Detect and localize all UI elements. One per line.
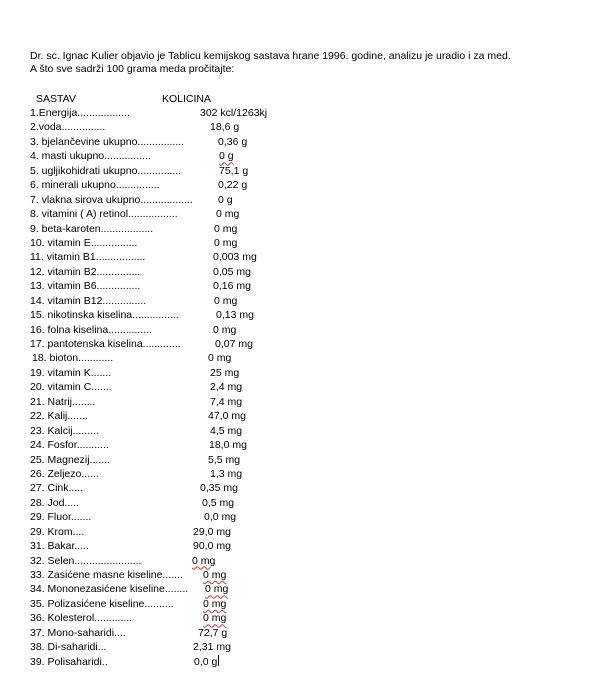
row-name: 38. Di-saharidi... xyxy=(30,641,107,654)
row-name: 9. beta-karoten.................. xyxy=(30,222,154,235)
row-name: 29. Fluor....... xyxy=(30,511,92,524)
row-value: 7,4 mg xyxy=(210,395,243,408)
row-value: 0,0 mg xyxy=(204,511,237,524)
row-name: 10. vitamin E................ xyxy=(30,236,138,249)
table-row xyxy=(30,467,590,481)
table-row xyxy=(30,525,590,539)
row-value: 0 mg xyxy=(208,352,232,365)
intro-line-2: A što sve sadrži 100 grama meda pročitajte: xyxy=(30,63,235,75)
row-value: 0,0 g xyxy=(194,655,218,668)
table-row xyxy=(30,582,590,596)
row-value: 0,22 g xyxy=(218,179,248,192)
row-name: 25. Magnezij....... xyxy=(30,453,110,466)
table-row xyxy=(30,207,590,221)
table-row xyxy=(30,510,590,524)
row-value: 0 mg xyxy=(192,554,216,567)
row-name: 26. Zeljezo...... xyxy=(30,467,99,480)
row-value: 0,07 mg xyxy=(215,338,253,350)
table-row xyxy=(30,149,590,163)
intro-line-1: Dr. sc. Ignac Kulier objavio je Tablicu kemijskog sastava hrane 1996. godine, analizu je uradio i za med. xyxy=(30,50,511,62)
table-row xyxy=(30,597,590,611)
table-row xyxy=(30,481,590,495)
row-name: 17. pantotenska kiselina............. xyxy=(30,338,181,350)
row-name: 11. vitamin B1................. xyxy=(30,251,146,264)
table-row xyxy=(30,308,590,322)
row-value: 0,36 g xyxy=(218,135,248,148)
table-row xyxy=(30,236,590,250)
row-value: 0 g xyxy=(219,150,234,163)
row-value: 0 mg xyxy=(216,208,240,221)
table-row xyxy=(30,539,590,553)
row-name: 6. minerali ukupno............... xyxy=(30,179,160,192)
row-name: 7. vlakna sirova ukupno.................. xyxy=(30,193,193,206)
row-value: 0 mg xyxy=(214,236,238,249)
row-value: 0 mg xyxy=(203,569,227,581)
table-row xyxy=(30,554,590,568)
row-name: 36. Kolesterol............. xyxy=(30,612,133,625)
row-value: 0 g xyxy=(218,193,233,206)
row-name: 34. Mononezasićene kiseline........ xyxy=(30,583,189,596)
table-row xyxy=(30,655,590,669)
row-value: 75,1 g xyxy=(219,164,249,177)
table-row xyxy=(30,193,590,207)
row-name: 32. Selen....................... xyxy=(30,554,142,567)
table-row xyxy=(30,250,590,264)
row-name: 33. Zasićene masne kiseline....... xyxy=(30,569,183,581)
intro-paragraph xyxy=(30,50,590,76)
row-name: 4. masti ukupno................ xyxy=(30,150,151,163)
row-value: 1,3 mg xyxy=(210,467,243,480)
row-name: 39. Polisaharidi.. xyxy=(30,655,108,668)
table-row xyxy=(30,568,590,582)
table-row xyxy=(30,611,590,625)
table-row xyxy=(30,337,590,351)
table-row xyxy=(30,640,590,654)
row-name: 22. Kalij....... xyxy=(30,410,88,423)
row-value: 0,5 mg xyxy=(202,496,235,509)
table-row xyxy=(30,135,590,149)
row-name: 15. nikotinska kiselina................ xyxy=(30,309,179,322)
row-name: 1.Energija.................. xyxy=(30,107,130,119)
row-value: 25 mg xyxy=(210,366,240,379)
table-row xyxy=(30,438,590,452)
row-name: 19. vitamin K....... xyxy=(30,366,112,379)
table-row xyxy=(30,106,590,120)
row-name: 21. Natrij........ xyxy=(30,395,96,408)
row-value: 0,003 mg xyxy=(213,251,257,264)
row-value: 0 mg xyxy=(214,222,238,235)
composition-table xyxy=(30,106,590,669)
row-value: 0 mg xyxy=(203,597,227,610)
row-name: 14. vitamin B12............... xyxy=(30,294,147,307)
table-row xyxy=(30,164,590,178)
row-value: 0 mg xyxy=(213,323,237,336)
row-value: 18,6 g xyxy=(210,121,240,134)
row-value: 0,35 mg xyxy=(200,482,238,495)
table-row xyxy=(30,366,590,380)
row-name: 27. Cink..... xyxy=(30,482,84,495)
header-kolicina: KOLICINA xyxy=(162,93,212,105)
row-value: 302 kcl/1263kj xyxy=(200,107,268,119)
row-value: 18,0 mg xyxy=(209,439,247,452)
row-name: 23. Kalcij......... xyxy=(30,424,99,437)
row-name: 2.voda............... xyxy=(30,121,106,134)
text-cursor xyxy=(218,655,219,666)
row-name: 8. vitamini ( A) retinol................. xyxy=(30,208,178,221)
table-row xyxy=(30,424,590,438)
row-value: 0 mg xyxy=(214,294,238,307)
table-row xyxy=(30,294,590,308)
row-name: 20. vitamin C....... xyxy=(30,381,112,394)
row-name: 3. bjelančevine ukupno................ xyxy=(30,135,185,148)
row-value: 4,5 mg xyxy=(210,424,243,437)
table-row xyxy=(30,120,590,134)
row-name: 24. Fosfor........... xyxy=(30,439,109,452)
row-value: 0,16 mg xyxy=(213,280,251,293)
table-row xyxy=(30,178,590,192)
row-value: 0 mg xyxy=(203,612,227,625)
row-value: 0,05 mg xyxy=(213,265,251,278)
row-name: 16. folna kiselina............... xyxy=(30,323,152,336)
row-name: 28. Jod..... xyxy=(30,496,80,509)
row-value: 2,4 mg xyxy=(210,381,243,394)
row-value: 2,31 mg xyxy=(193,641,231,654)
row-value: 90,0 mg xyxy=(193,540,231,553)
row-value: 72,7 g xyxy=(198,626,228,639)
row-name: 29. Krom.... xyxy=(30,525,85,538)
row-value: 5,5 mg xyxy=(208,453,241,466)
table-row xyxy=(30,323,590,337)
row-value: 0 mg xyxy=(205,583,229,596)
table-row xyxy=(30,380,590,394)
table-row xyxy=(30,409,590,423)
table-row xyxy=(30,265,590,279)
table-row xyxy=(30,351,590,365)
row-value: 0,13 mg xyxy=(216,309,254,322)
table-row xyxy=(30,395,590,409)
table-row xyxy=(30,222,590,236)
row-name: 5. ugljikohidrati ukupno............... xyxy=(30,164,182,177)
row-name: 31. Bakar..... xyxy=(30,540,89,553)
row-value: 29,0 mg xyxy=(193,525,231,538)
row-name: 37. Mono-saharidi.... xyxy=(30,626,126,639)
row-value: 47,0 mg xyxy=(208,410,246,423)
table-row xyxy=(30,279,590,293)
row-name: 35. Polizasićene kiseline.......... xyxy=(30,597,174,610)
table-row xyxy=(30,496,590,510)
row-name: 12. vitamin B2............... xyxy=(30,265,141,278)
table-row xyxy=(30,626,590,640)
row-name: 18. bioton............ xyxy=(32,352,114,365)
header-sastav: SASTAV xyxy=(36,93,76,105)
table-row xyxy=(30,453,590,467)
row-name: 13. vitamin B6............... xyxy=(30,280,141,293)
